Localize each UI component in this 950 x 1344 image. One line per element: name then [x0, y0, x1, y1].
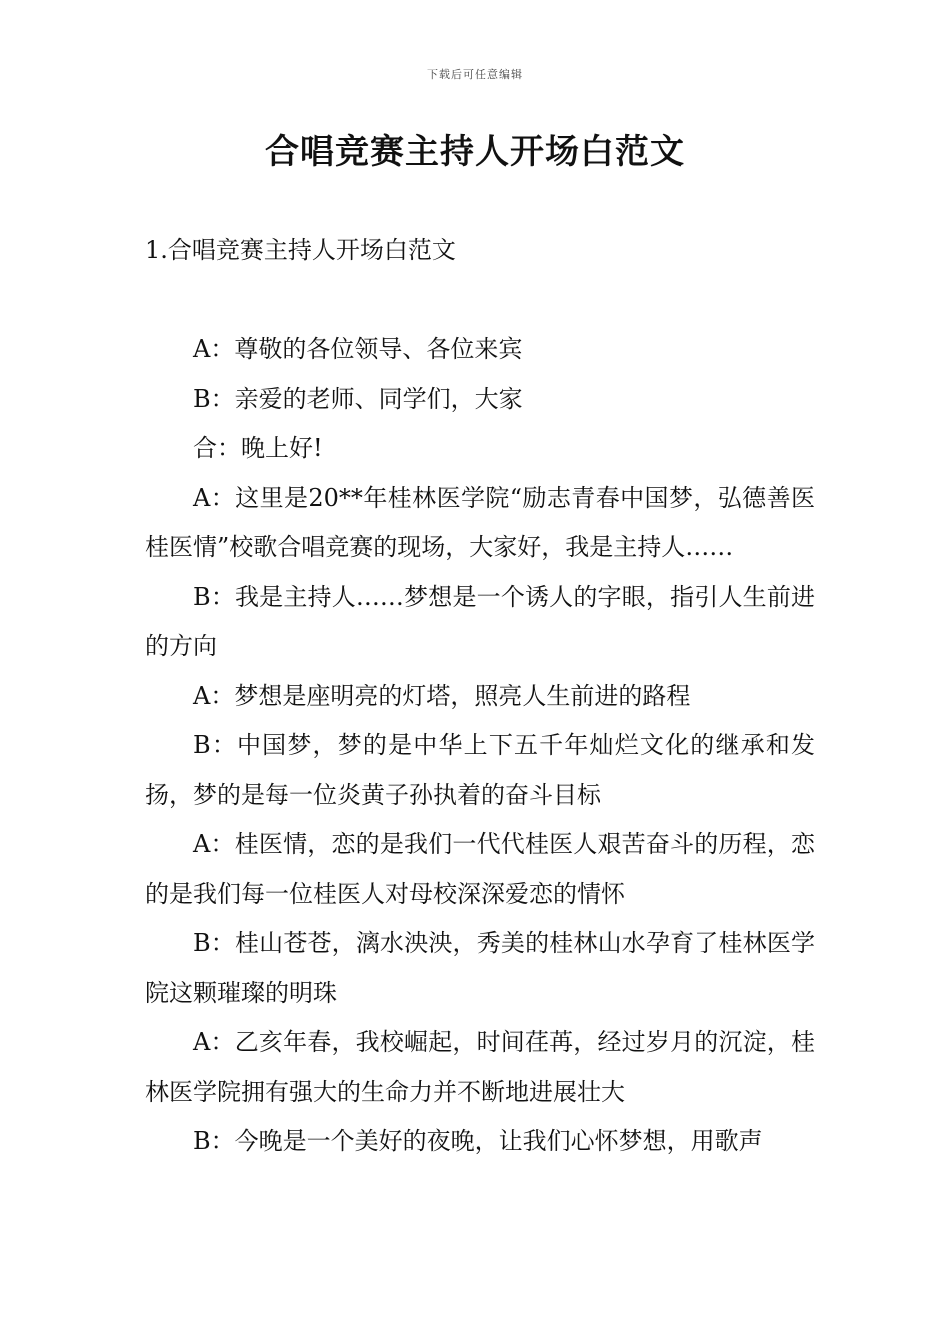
paragraph: B：中国梦，梦的是中华上下五千年灿烂文化的继承和发扬，梦的是每一位炎黄子孙执着的奋斗目标	[145, 731, 815, 809]
paragraph: B：今晚是一个美好的夜晚，让我们心怀梦想，用歌声	[193, 1127, 763, 1155]
paragraph: B：亲爱的老师、同学们，大家	[193, 384, 523, 413]
paragraph: 合：晚上好!	[193, 434, 323, 462]
paragraph: A：尊敬的各位领导、各位来宾	[193, 335, 523, 363]
paragraph: A：这里是20**年桂林医学院“励志青春中国梦，弘德善医桂医情”校歌合唱竞赛的现场，大家好，我是主持人……	[145, 483, 815, 561]
section-heading: 1.合唱竞赛主持人开场白范文	[145, 236, 456, 264]
document-body	[145, 325, 815, 1167]
paragraph: A：梦想是座明亮的灯塔，照亮人生前进的路程	[193, 681, 691, 710]
paragraph: A：乙亥年春，我校崛起，时间荏苒，经过岁月的沉淀，桂林医学院拥有强大的生命力并不断地进展壮大	[145, 1028, 815, 1106]
paragraph: B：我是主持人……梦想是一个诱人的字眼，指引人生前进的方向	[145, 582, 815, 660]
header-note: 下载后可任意编辑	[427, 68, 523, 81]
document-title: 合唱竞赛主持人开场白范文	[265, 132, 685, 172]
paragraph: B：桂山苍苍，漓水泱泱，秀美的桂林山水孕育了桂林医学院这颗璀璨的明珠	[145, 929, 815, 1007]
paragraph: A：桂医情，恋的是我们一代代桂医人艰苦奋斗的历程，恋的是我们每一位桂医人对母校深深爱恋的情怀	[145, 830, 815, 908]
